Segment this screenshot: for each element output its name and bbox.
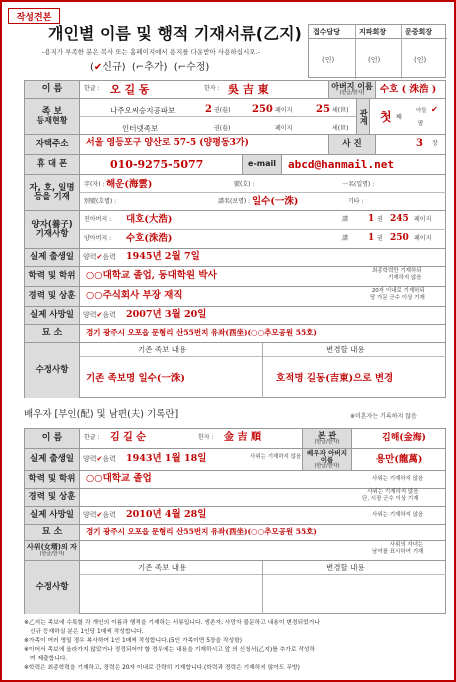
- stamp-header: 접수담당: [313, 28, 341, 36]
- yangja-value[interactable]: 대호(大浩): [126, 214, 173, 225]
- bo-value[interactable]: 일수(一洙): [252, 196, 299, 207]
- spouse-fix-label: 수정사항: [25, 561, 80, 614]
- name-label: 이 름: [25, 81, 80, 98]
- seal-mark: (인): [368, 56, 381, 64]
- entry-edit[interactable]: 수정: [186, 62, 206, 73]
- spouse-birth-value[interactable]: 1943년 1월 18일: [126, 453, 207, 464]
- spouse-father-label: 배우자 아버지 이름 (한글/한자): [302, 449, 352, 470]
- checkmark-icon: ✔: [96, 311, 103, 319]
- footnotes: [24, 619, 448, 673]
- edu-note: 최종학력만 기재하되 기재하지 않음: [372, 268, 422, 281]
- jokbo-book[interactable]: 인터넷족보: [122, 124, 159, 133]
- birth-label: 실제 출생일: [25, 249, 80, 266]
- jokbo-label: 족 보 등재현황: [25, 99, 80, 134]
- sample-badge: 작성견본: [8, 8, 60, 24]
- yangja-label: 양자(養子) 기재사항: [25, 211, 80, 248]
- entry-add[interactable]: 추가: [144, 62, 164, 73]
- stamp-table: [308, 24, 446, 78]
- death-value[interactable]: 2007년 3월 20일: [126, 309, 207, 320]
- spouse-death-value[interactable]: 2010년 4월 28일: [126, 509, 207, 520]
- relation-label: 관계: [356, 99, 370, 134]
- phone-label: 휴 대 폰: [25, 155, 80, 174]
- spouse-father-value[interactable]: 용만(龍萬): [376, 454, 423, 465]
- checkmark-icon: ✔: [96, 455, 103, 463]
- entry-type-group: (✔신규) (⌐추가) (⌐수정): [90, 62, 210, 73]
- stamp-header: 지파회장: [359, 28, 387, 36]
- name-hanja[interactable]: 吳 吉 東: [228, 83, 269, 96]
- page-subtitle: -용지가 부족한 분은 복사 또는 홈페이지에서 용지를 다운받아 사용하십시오.-: [42, 48, 260, 56]
- spouse-edu-label: 학력 및 학위: [25, 471, 80, 488]
- death-label: 실제 사망일: [25, 307, 80, 324]
- spouse-edu-value[interactable]: ○○대학교 졸업: [86, 473, 152, 484]
- career-note: 20자 이내로 기재하되 당 가문 군수 이상 기재: [370, 288, 425, 301]
- footnote-line: ※이어서 족보에 올라가지 않았거나 정정되어야 할 경우에는 내용을 기재하시고 앞 의 신청서(乙지)를 추가로 작성하: [24, 647, 316, 653]
- email-value[interactable]: abcd@hanmail.net: [288, 158, 394, 171]
- page-title: 개인별 이름 및 행적 기재서류(乙지): [48, 24, 302, 43]
- spouse-birth-label: 실제 출생일: [25, 449, 80, 470]
- career-value[interactable]: ○○주식회사 부장 재직: [86, 290, 183, 301]
- grave-value[interactable]: 경기 광주시 오포읍 문형리 산55번지 유좌(酉坐)(○○추모공원 55호): [86, 328, 317, 337]
- fix-before[interactable]: 기존 족보명 일수(一洙): [86, 373, 185, 384]
- email-label: e-mail: [242, 155, 282, 174]
- footnote-line: ※가족이 여러 명일 경우 복사하여 1인 1매씩 작성합니다.(5인 가족이면 5장을 작성함): [24, 638, 242, 644]
- checkmark-icon: ✔: [96, 511, 103, 519]
- fix-after[interactable]: 호적명 길동(吉東)으로 변경: [276, 373, 394, 384]
- son-in-law-label: 사위(女壻)의 자 (한글/한자): [25, 541, 80, 560]
- clan-label: 본 관 (한글/한자): [302, 429, 352, 448]
- spouse-heading: 배우자 [부인(配) 및 남편(夫) 기록란]: [24, 409, 179, 420]
- seal-mark: (인): [322, 56, 335, 64]
- birth-value[interactable]: 1945년 2월 7일: [126, 251, 200, 262]
- footnote-line: ※학력은 최종학력을 기재하고, 경력은 20자 이내로 간략히 기재합니다.(학력과 경력은 기재하지 않아도 무방): [24, 665, 300, 671]
- footnote-line: 신규 등재하실 분은 1인당 1매씩 작성합니다.: [30, 629, 144, 635]
- checkmark-icon: ✔: [431, 105, 438, 114]
- checkmark-icon: ✔: [96, 253, 103, 261]
- fix-label: 수정사항: [25, 343, 80, 398]
- edu-label: 학력 및 학위: [25, 267, 80, 286]
- spouse-grave-label: 묘 소: [25, 525, 80, 540]
- stamp-header: 문중회장: [405, 28, 433, 36]
- spouse-career-label: 경력 및 상훈: [25, 489, 80, 506]
- grave-label: 묘 소: [25, 325, 80, 342]
- relation-value[interactable]: 첫: [380, 110, 392, 124]
- checkbox-icon[interactable]: ⌐: [177, 62, 187, 73]
- spouse-name-label: 이 름: [25, 429, 80, 448]
- clan-value[interactable]: 김해(金海): [382, 433, 426, 443]
- spouse-grave-value[interactable]: 경기 광주시 오포읍 문형리 산55번지 유좌(酉坐)(○○추모공원 55호): [86, 527, 317, 536]
- phone-value[interactable]: 010-9275-5077: [110, 158, 204, 171]
- father-label: 아버지 이름 (한글/한자): [328, 81, 376, 98]
- footnote-line: ※乙지는 족보에 수록할 각 개인의 이름과 행적을 기재하는 서류입니다. 생존자, 사망자 불문하고 내용이 변경되었거나: [24, 620, 320, 626]
- career-label: 경력 및 상훈: [25, 287, 80, 306]
- checkbox-icon[interactable]: ⌐: [135, 62, 145, 73]
- spouse-death-label: 실제 사망일: [25, 507, 80, 524]
- photo-count[interactable]: 3: [416, 138, 423, 149]
- photo-label: 사 진: [328, 135, 376, 154]
- seal-mark: (인): [414, 56, 427, 64]
- footnote-line: 여 제출합니다.: [30, 656, 68, 662]
- spouse-name-hangul[interactable]: 김 길 순: [110, 432, 146, 443]
- address-value[interactable]: 서울 영등포구 양산로 57-5 (양평동3가): [86, 138, 249, 148]
- name-hangul[interactable]: 오 길 동: [110, 83, 150, 96]
- yangja-value[interactable]: 수호(洙浩): [126, 233, 173, 244]
- edu-value[interactable]: ○○대학교 졸업, 동대학원 박사: [86, 270, 217, 281]
- ja-label: 자, 호, 일명 등을 기재: [25, 175, 80, 210]
- entry-new[interactable]: 신규: [102, 62, 122, 73]
- form-page: 작성견본 개인별 이름 및 행적 기재서류(乙지) -용지가 부족한 분은 복사 또는 홈페이지에서 용지를 다운받아 사용하십시오.- (✔신규) (⌐추가) (⌐수정) 접수담당 지파회장 문중회장 (인) (인) (인) 이 름 한글 : 오 길 동 한자 : 吳 吉 東 아버지 이름 (한글/한자) 수호 ( 洙浩 ) 족 보 등재현황 나주오씨승지공파보 2 권(卷) 250 페이지 25 세(世) 인터넷족보 권(卷) 페이지 세(世) 관계 첫 째 아들 딸 ✔ 자택주소 서울 영등포구 양산로 57-5 (양평동3가) 사 진 3 장 휴 대 폰 010-9275-5077 e-mail abcd@hanmail.net 자, 호, 일명 등을 기재 字(자) : 해운(海雲) 號(호) : 一名(일명) : 別號(호별) : 譜名(보명) : 일수(一洙) 기타 : 양자(養子) 기재사항 친아버지 : 대호(大浩) 譜 1 권 245 페이지 양아버지 : 수호(洙浩) 譜 1 권 250 페이지 실제 출생일 양력✔음력 1945년 2월 7일 학력 및 학위 ○○대학교 졸업, 동대학원 박사 최종학력만 기재하되 기재하지 않음 경력 및 상훈 ○○주식회사 부장 재직 20자 이내로 기재하되 당 가문 군수 이상 기재 실제 사망일 양력✔음력 2007년 3월 20일 묘 소 경기 광주시 오포읍 문형리 산55번지 유좌(酉坐)(○○추모공원 55호) 수정사항 기존 족보 내용 변경할 내용 기존 족보명 일수(一洙) 호적명 길동(吉東)으로 변경 배우자 [부인(配) 및 남편(夫) 기록란] ※미혼자는 기록하지 않음 이 름 한글 : 김 길 순 한자 : 金 吉 順 본 관 (한글/한자) 김해(金海) 실제 출생일 양력✔음력 1943년 1월 18일 사위는 기재하지 않음 배우자 아버지 이름 (한글/한자) 용만(龍萬) 학력 및 학위 ○○대학교 졸업 사위는 기재하지 않음 경력 및 상훈 사위는 기재하지 않음 단, 시장 군수 이상 기재 실제 사망일 양력✔음력 2010년 4월 28일 사위는 기재하지 않음 묘 소 경기 광주시 오포읍 문형리 산55번지 유좌(酉坐)(○○추모공원 55호) 사위(女壻)의 자 (한글/한자) 사위의 자녀는 남여를 표시하여 기재 수정사항 기존 족보 내용 변경할 내용 ※乙지는 족보에 수록할 각 개인의 이름과 행적을 기재하는 서류입니다. 생존자, 사망자 불문하고 내용이 변경되었거나 신규 등재하실 분은 1인당 1매씩 작성합니다. ※가족이 여러 명일 경우 복사하여 1인 1매씩 작성합니다.(5인 가족이면 5장을 작성함) ※이어서 족보에 올라가지 않았거나 정정되어야 할 경우에는 내용을 기재하시고 앞 의 신청서(乙지)를 추가로 작성하 여 제출합니다. ※학력은 최종학력을 기재하고, 경력은 20자 이내로 간략히 기재합니다.(학력과 경력은 기재하지 않아도 무방): [0, 0, 456, 682]
- father-name[interactable]: 수호 ( 洙浩 ): [380, 84, 437, 95]
- jokbo-book[interactable]: 나주오씨승지공파보: [110, 106, 176, 115]
- ja-value[interactable]: 해운(海雲): [106, 179, 153, 190]
- spouse-name-hanja[interactable]: 金 吉 順: [224, 432, 261, 443]
- checkmark-icon: ✔: [93, 62, 103, 73]
- address-label: 자택주소: [25, 135, 80, 154]
- spouse-note: ※미혼자는 기록하지 않음: [350, 413, 417, 420]
